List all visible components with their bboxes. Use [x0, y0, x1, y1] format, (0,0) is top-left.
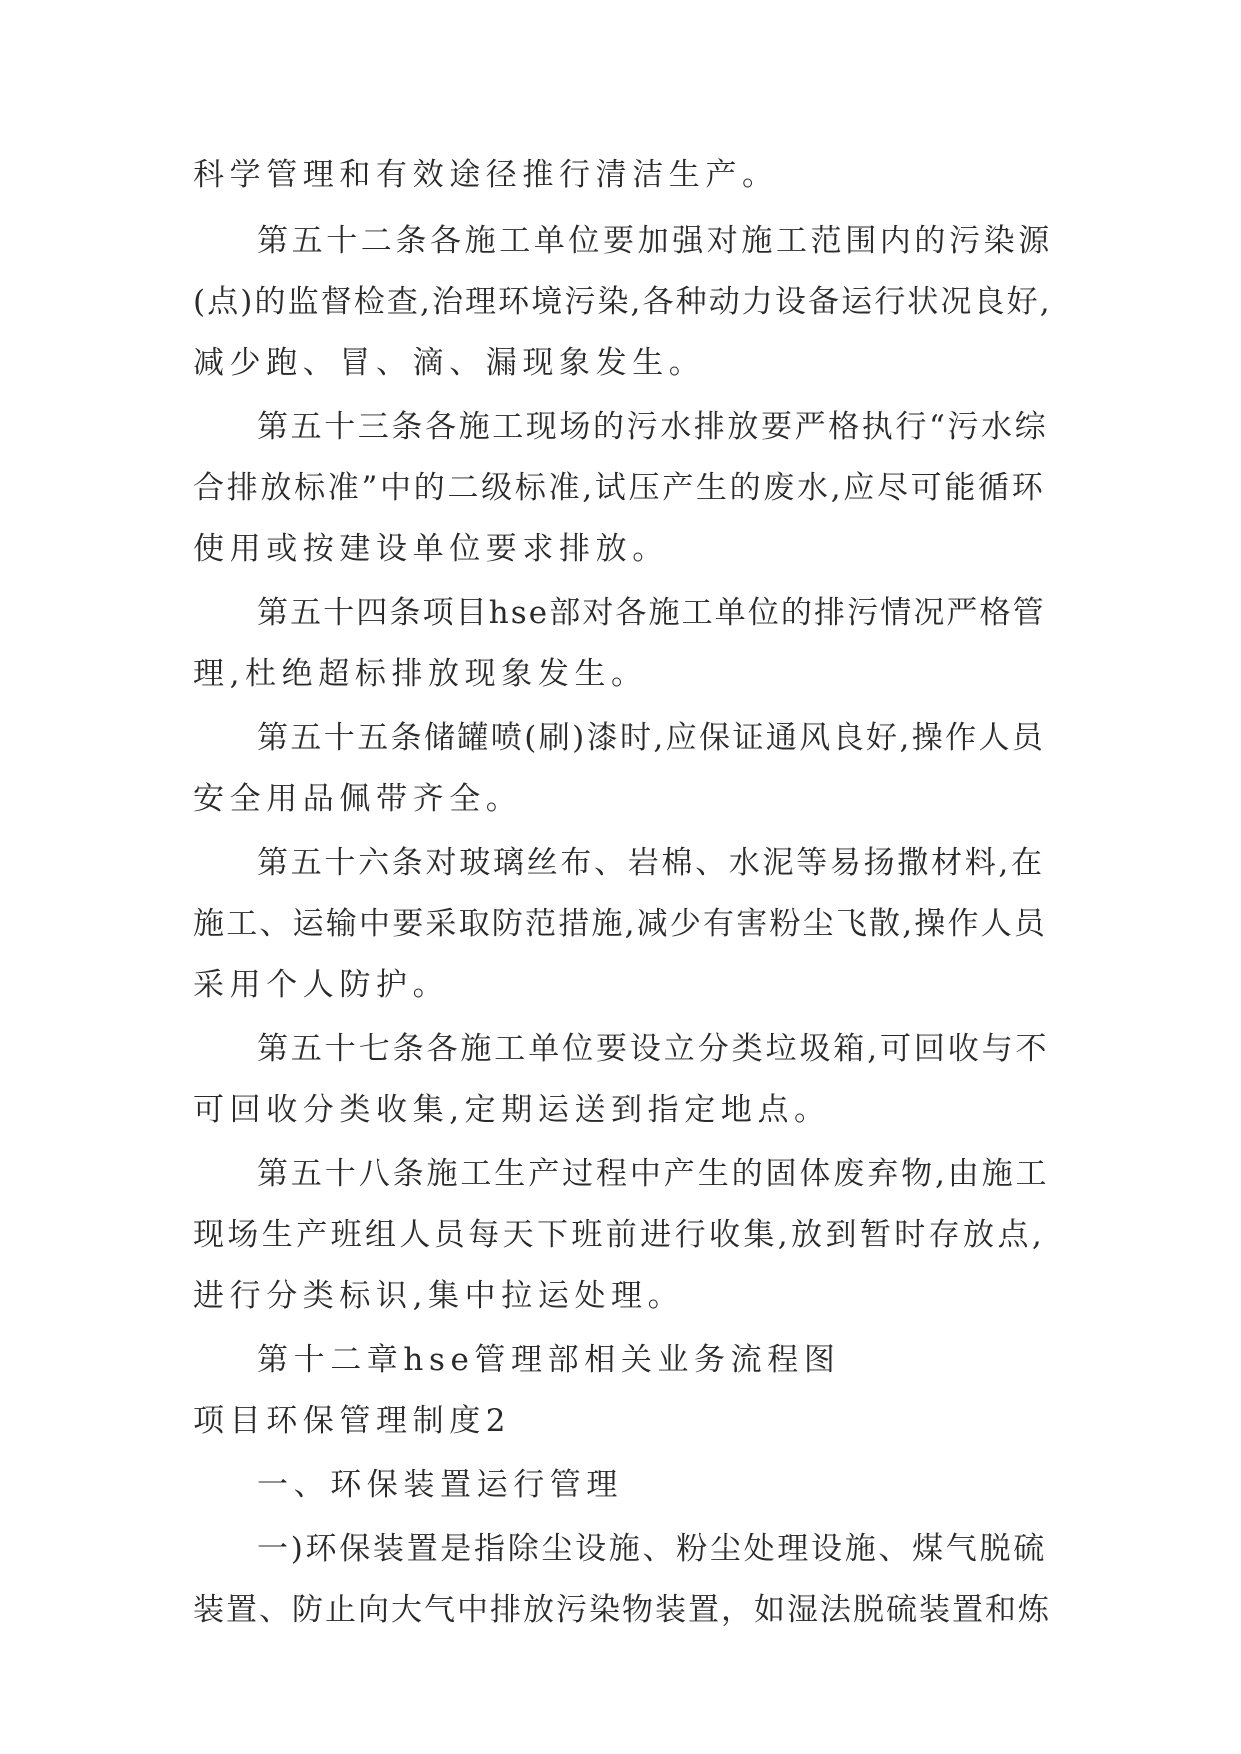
- section-heading: 第十二章hse管理部相关业务流程图: [257, 1342, 841, 1378]
- text-line: 一)环保装置是指除尘设施、粉尘处理设施、煤气脱硫: [257, 1531, 1047, 1567]
- text-line: 进行分类标识,集中拉运处理。: [193, 1278, 685, 1314]
- text-line: 安全用品佩带齐全。: [193, 781, 523, 817]
- text-line: 科学管理和有效途径推行清洁生产。: [193, 157, 779, 193]
- text-line: 合排放标准”中的二级标准,试压产生的废水,应尽可能循环: [193, 470, 1046, 506]
- text-line: 第五十二条各施工单位要加强对施工范围内的污染源: [257, 223, 1053, 259]
- text-line: 第五十八条施工生产过程中产生的固体废弃物,由施工: [257, 1156, 1050, 1192]
- text-line: 第五十五条储罐喷(刷)漆时,应保证通风良好,操作人员: [257, 720, 1046, 756]
- text-line: 采用个人防护。: [193, 967, 450, 1003]
- text-line: 第五十四条项目hse部对各施工单位的排污情况严格管: [257, 595, 1046, 631]
- text-line: 使用或按建设单位要求排放。: [193, 531, 669, 567]
- text-line: 理,杜绝超标排放现象发生。: [193, 656, 648, 692]
- text-line: 可回收分类收集,定期运送到指定地点。: [193, 1092, 831, 1128]
- section-heading: 一、环保装置运行管理: [257, 1467, 623, 1503]
- text-line: 施工、运输中要采取防范措施,减少有害粉尘飞散,操作人员: [193, 906, 1048, 942]
- text-line: 减少跑、冒、滴、漏现象发生。: [193, 345, 706, 381]
- text-line: 现场生产班组人员每天下班前进行收集,放到暂时存放点,: [193, 1217, 1046, 1253]
- document-title: 项目环保管理制度2: [193, 1403, 512, 1439]
- text-line: 第五十三条各施工现场的污水排放要严格执行“污水综: [257, 409, 1049, 445]
- text-line: 第五十七条各施工单位要设立分类垃圾箱,可回收与不: [257, 1031, 1050, 1067]
- text-line: 装置、防止向大气中排放污染物装置，如湿法脱硫装置和炼: [193, 1592, 1051, 1628]
- text-line: (点)的监督检查,治理环境污染,各种动力设备运行状况良好,: [193, 284, 1052, 320]
- text-line: 第五十六条对玻璃丝布、岩棉、水泥等易扬撒材料,在: [257, 845, 1045, 881]
